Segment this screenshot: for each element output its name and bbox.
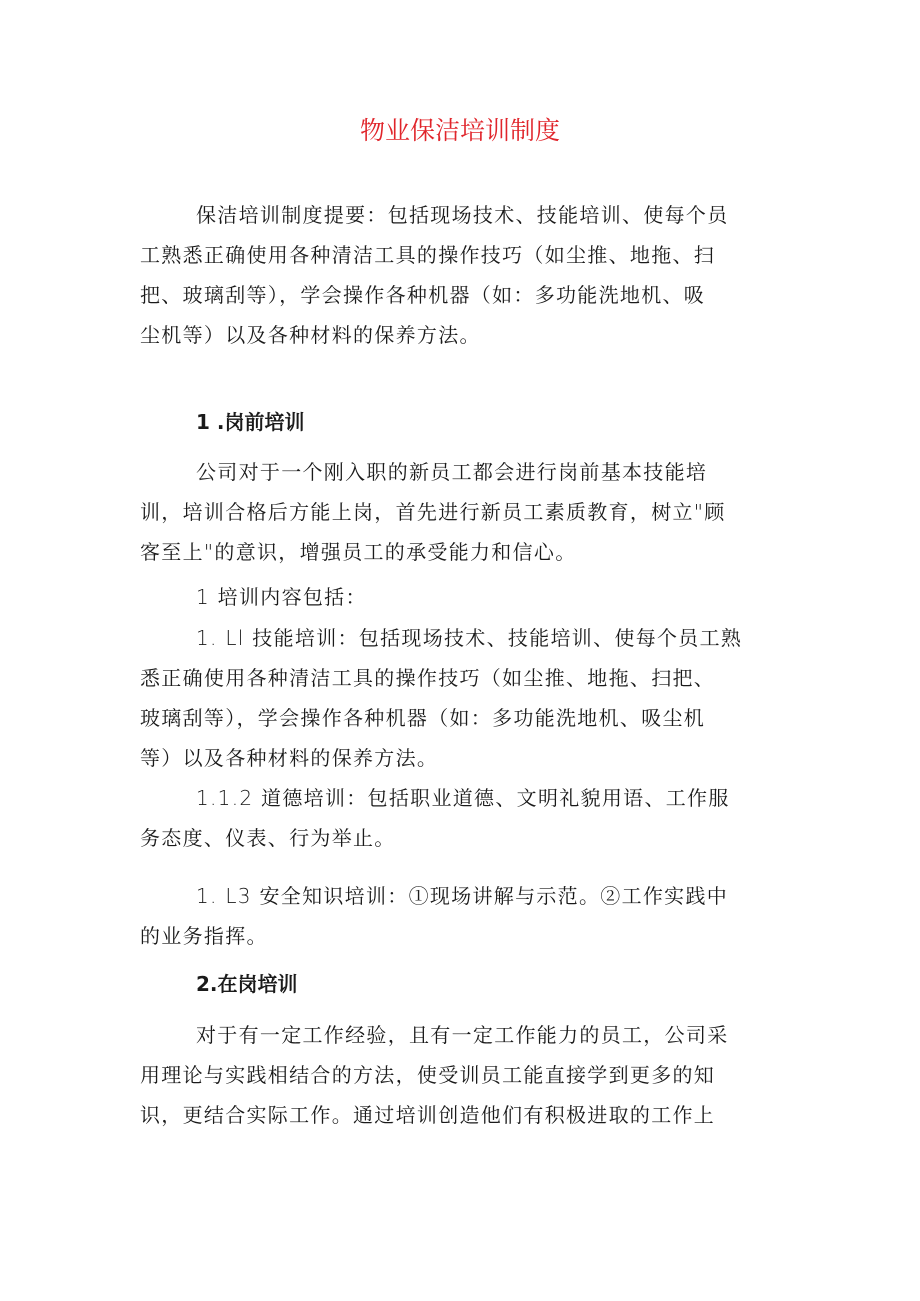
intro-paragraph: [140, 195, 780, 355]
text-line: 悉正确使用各种清洁工具的操作技巧（如尘推、地拖、扫把、: [140, 666, 716, 690]
document-title: 物业保洁培训制度: [359, 116, 560, 145]
section-heading-pre-job-training: 1 .岗前培训: [196, 410, 305, 434]
section2-paragraph: [140, 1015, 780, 1135]
text-line: 把、玻璃刮等），学会操作各种机器（如：多功能洗地机、吸: [140, 283, 706, 307]
text-line: 玻璃刮等），学会操作各种机器（如：多功能洗地机、吸尘机: [140, 706, 706, 730]
text-line: 训，培训合格后方能上岗，首先进行新员工素质教育，树立"顾: [140, 500, 726, 524]
text-line: 1. Ll 技能培训：包括现场技术、技能培训、使每个员工熟: [196, 626, 743, 650]
content-intro: [140, 577, 780, 617]
text-line: 的业务指挥。: [140, 924, 268, 948]
text-line: 1 培训内容包括：: [196, 585, 367, 609]
item-safety-training: [140, 876, 780, 956]
text-line: 识，更结合实际工作。通过培训创造他们有积极进取的工作上: [140, 1103, 716, 1127]
text-line: 尘机等）以及各种材料的保养方法。: [140, 323, 481, 347]
text-line: 等）以及各种材料的保养方法。: [140, 746, 439, 770]
text-line: 1.1.2 道德培训：包括职业道德、文明礼貌用语、工作服: [196, 786, 730, 810]
item-ethics-training: [140, 778, 780, 858]
text-line: 务态度、仪表、行为举止。: [140, 826, 396, 850]
section-heading-on-job-training: 2.在岗培训: [196, 972, 298, 996]
text-line: 公司对于一个刚入职的新员工都会进行岗前基本技能培: [196, 460, 708, 484]
text-line: 保洁培训制度提要：包括现场技术、技能培训、使每个员: [196, 203, 729, 227]
section1-paragraph: [140, 452, 780, 572]
text-line: 客至上"的意识，增强员工的承受能力和信心。: [140, 540, 577, 564]
text-line: 1. L3 安全知识培训：①现场讲解与示范。②工作实践中: [196, 884, 729, 908]
text-line: 对于有一定工作经验，且有一定工作能力的员工，公司采: [196, 1023, 729, 1047]
text-line: 用理论与实践相结合的方法，使受训员工能直接学到更多的知: [140, 1063, 716, 1087]
text-line: 工熟悉正确使用各种清洁工具的操作技巧（如尘推、地拖、扫: [140, 243, 716, 267]
item-skill-training: [140, 618, 780, 778]
